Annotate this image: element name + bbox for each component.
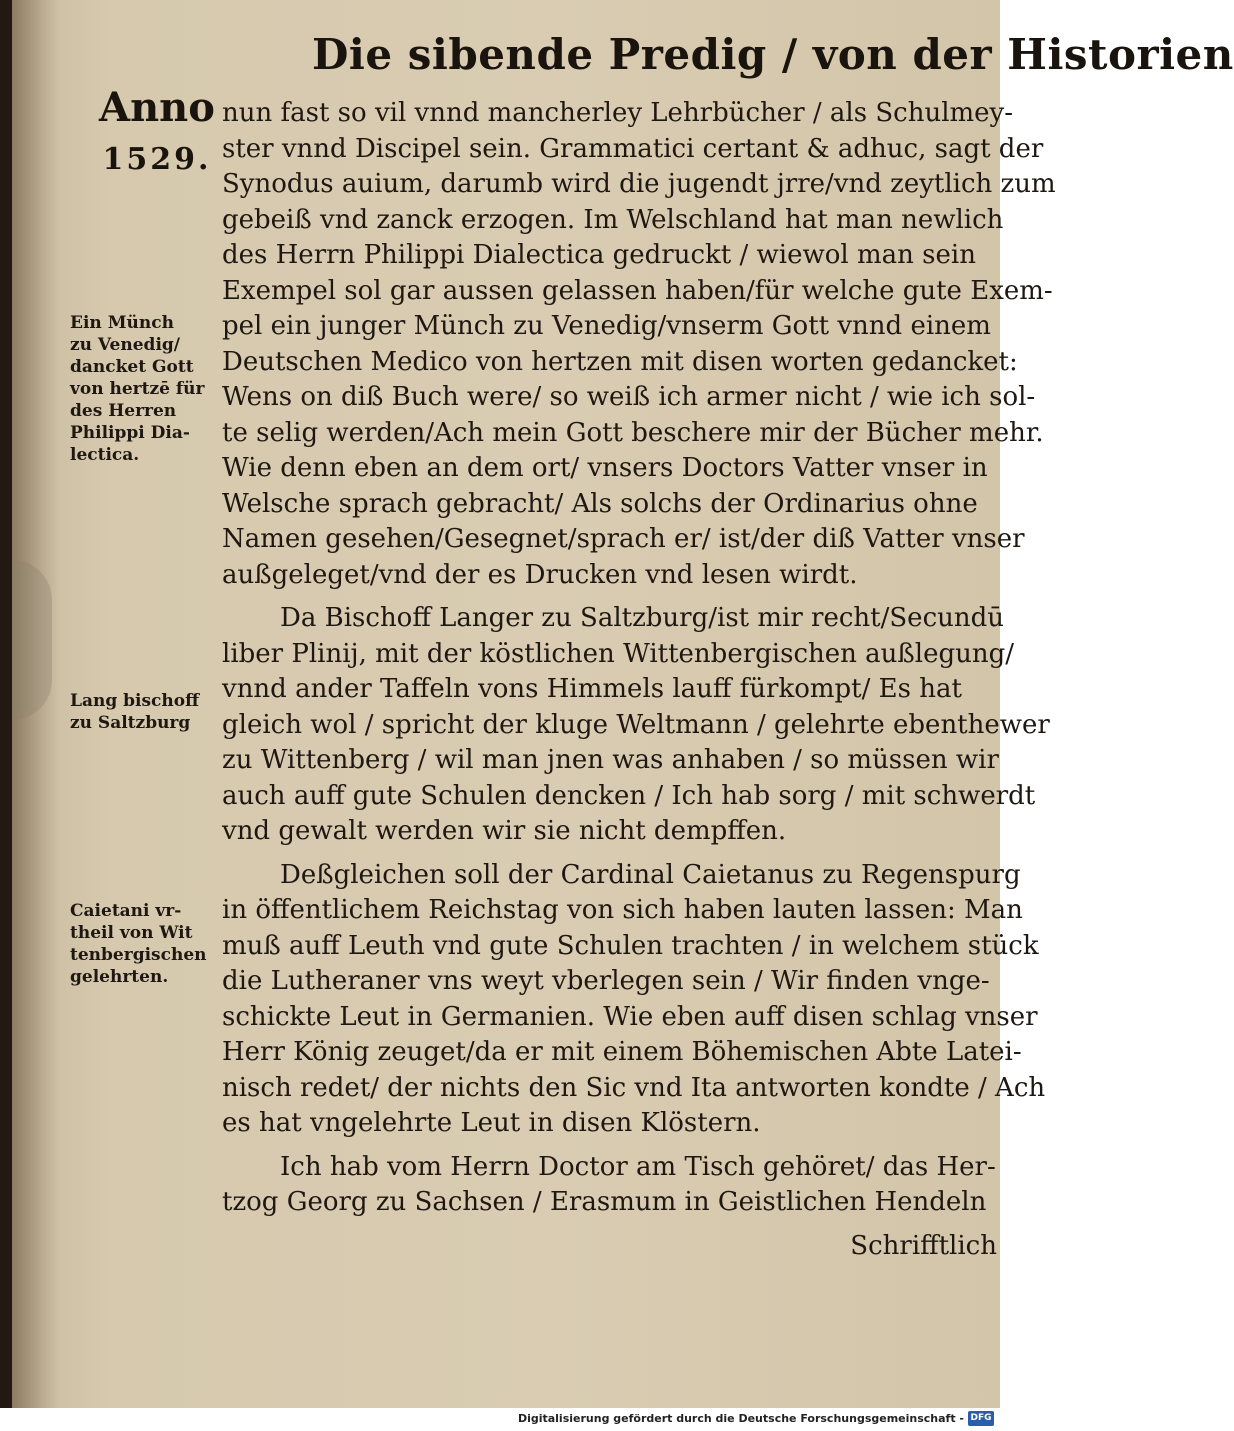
text-line: des Herrn Philippi Dialectica gedruckt / wiewol man sein (222, 240, 976, 270)
paragraph (222, 96, 1056, 593)
text-line: es hat vngelehrte Leut in disen Klöstern. (222, 1108, 761, 1138)
text-line: gleich wol / spricht der kluge Weltmann / gelehrte ebenthewer (222, 709, 1050, 740)
margin-note-line: tenbergischen (70, 945, 207, 965)
margin-note-line: dancket Gott (70, 357, 194, 377)
margin-note-line: theil von Wit (70, 923, 193, 943)
page-stain (12, 560, 52, 720)
paragraph (222, 858, 1046, 1142)
text-line: vnnd ander Taffeln vons Himmels lauff fürkompt/ Es hat (222, 674, 962, 704)
text-line: Synodus auium, darumb wird die jugendt jrre/vnd zeytlich zum (222, 169, 1056, 199)
text-line: te selig werden/Ach mein Gott beschere mir der Bücher mehr. (222, 417, 1044, 448)
dfg-logo: DFG (968, 1411, 994, 1426)
text-line: Da Bischoff Langer zu Saltzburg/ist mir recht/Secundū (280, 603, 1005, 633)
margin-note-line: zu Saltzburg (70, 713, 191, 733)
text-line: nisch redet/ der nichts den Sic vnd Ita antworten kondte / Ach (222, 1072, 1046, 1103)
margin-note-line: lectica. (70, 445, 140, 465)
text-line: in öffentlichem Reichstag von sich haben lauten lassen: Man (222, 895, 1023, 925)
digitization-footer (0, 1408, 1000, 1431)
margin-note-line: des Herren (70, 401, 177, 421)
text-line: außgeleget/vnd der es Drucken vnd lesen wirdt. (222, 559, 858, 590)
text-line: auch auff gute Schulen dencken / Ich hab sorg / mit schwerdt (222, 780, 1036, 811)
funding-credit: Digitalisierung gefördert durch die Deutsche Forschungsgemeinschaft - (517, 1412, 964, 1425)
text-line: nun fast so vil vnnd mancherley Lehrbücher / als Schulmey- (222, 98, 1014, 128)
margin-note-line: gelehrten. (70, 967, 169, 987)
text-line: Welsche sprach gebracht/ Als solchs der Ordinarius ohne (222, 488, 978, 519)
text-line: pel ein junger Münch zu Venedig/vnserm Gott vnnd einem (222, 311, 991, 341)
anno-marker (92, 82, 222, 186)
text-line: Exempel sol gar aussen gelassen haben/für welche gute Exem- (222, 275, 1053, 306)
margin-note-line: zu Venedig/ (70, 335, 180, 355)
anno-word: Anno (99, 84, 215, 131)
running-head: Die sibende Predig / von der Historien (312, 30, 1234, 79)
margin-note-line: von hertzē für (70, 379, 205, 399)
anno-year: 1529. (102, 142, 212, 177)
paragraph (222, 601, 1050, 850)
text-line: tzog Georg zu Sachsen / Erasmum in Geistlichen Hendeln (222, 1187, 987, 1217)
book-page (12, 0, 1234, 1408)
text-line: vnd gewalt werden wir sie nicht dempffen. (222, 816, 787, 846)
margin-note (70, 900, 230, 988)
text-line: schickte Leut in Germanien. Wie eben auff disen schlag vnser (222, 1001, 1038, 1032)
text-line: Deutschen Medico von hertzen mit disen worten gedancket: (222, 346, 1018, 377)
text-line: die Lutheraner vns weyt vberlegen sein / Wir finden vnge- (222, 966, 990, 996)
margin-note-line: Philippi Dia- (70, 423, 190, 443)
text-line: Wie denn eben an dem ort/ vnsers Doctors Vatter vnser in (222, 453, 988, 483)
text-line: Deßgleichen soll der Cardinal Caietanus zu Regenspurg (280, 859, 1021, 890)
text-line: zu Wittenberg / wil man jnen was anhaben / so müssen wir (222, 745, 999, 775)
margin-note-line: Lang bischoff (70, 691, 200, 711)
text-line: ster vnnd Discipel sein. Grammatici certant & adhuc, sagt der (222, 133, 1044, 164)
text-line: Ich hab vom Herrn Doctor am Tisch gehöret/ das Her- (280, 1151, 996, 1182)
text-line: Herr König zeuget/da er mit einem Böhemischen Abte Latei- (222, 1037, 1022, 1067)
margin-note-line: Caietani vr- (70, 901, 182, 921)
text-line: gebeiß vnd zanck erzogen. Im Welschland hat man newlich (222, 204, 1004, 235)
text-line: liber Plinij, mit der köstlichen Wittenbergischen außlegung/ (222, 638, 1014, 669)
paragraph (222, 1150, 997, 1221)
catchword: Schrifftlich (850, 1230, 997, 1261)
main-text-block (222, 96, 1056, 1264)
margin-note (70, 312, 230, 466)
margin-note (70, 690, 230, 734)
text-line: Wens on diß Buch were/ so weiß ich armer nicht / wie ich sol- (222, 382, 1036, 412)
text-line: Namen gesehen/Gesegnet/sprach er/ ist/der diß Vatter vnser (222, 524, 1025, 554)
text-line: muß auff Leuth vnd gute Schulen trachten / in welchem stück (222, 930, 1039, 961)
margin-note-line: Ein Münch (70, 313, 174, 333)
